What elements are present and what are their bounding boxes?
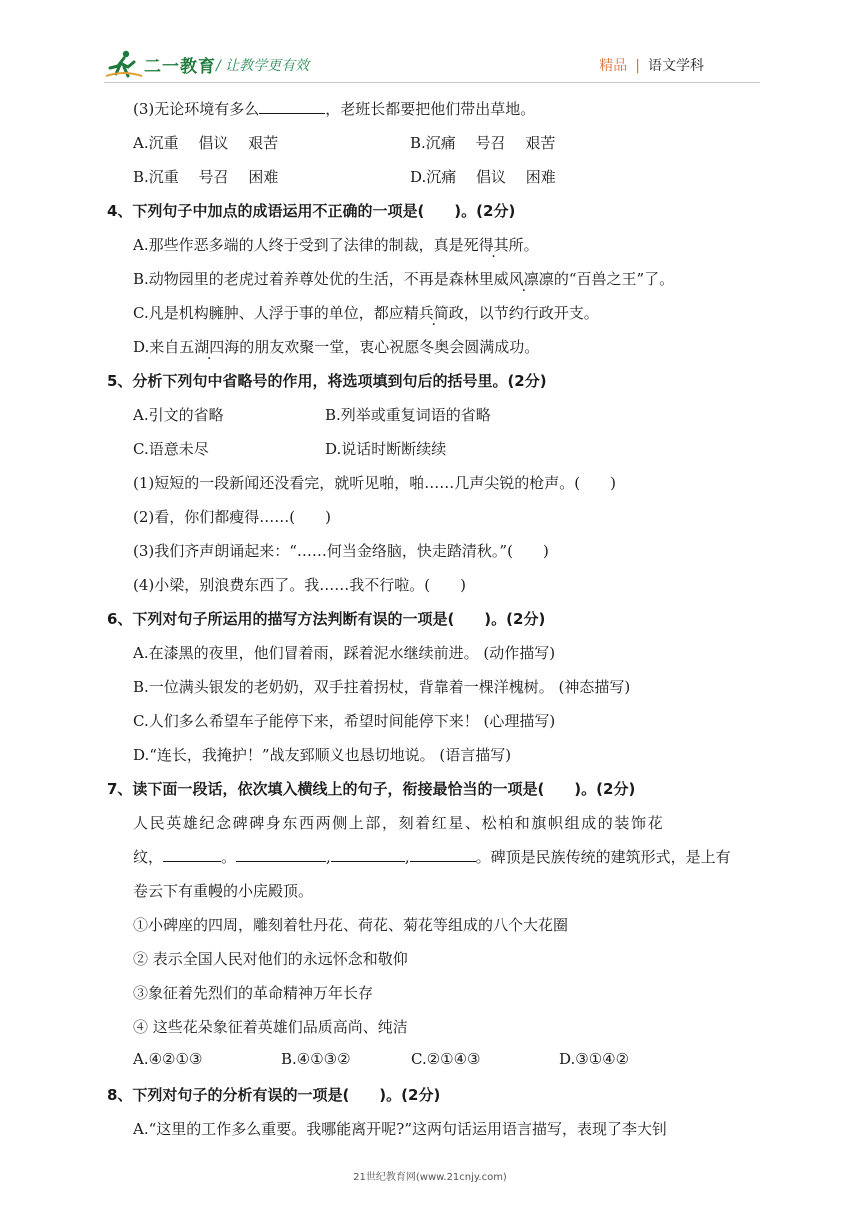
q4-option-b: [133, 268, 674, 289]
q5-option-d: D.说话时断断续续: [325, 440, 447, 458]
subject-label: [599, 55, 704, 75]
answer-blank: [259, 99, 325, 114]
q7-text: ,: [326, 848, 331, 866]
q8-option-a: A.“这里的工作多么重要。我哪能离开呢?”这两句话运用语言描写，表现了李大钊: [133, 1120, 667, 1138]
q4c-dotted-idiom: 精兵简政: [403, 304, 464, 322]
q5-option-c: C.语意未尽: [133, 440, 209, 458]
q4a-text: A.那些作恶多端的人终于受到了法律的制裁，真是: [133, 236, 464, 254]
q3-text: (3)无论环境有多么: [133, 100, 260, 118]
q4b-text-end: 的“百兽之王”了。: [553, 270, 675, 288]
q7-option-a: A.④②①③: [133, 1050, 203, 1068]
q7-option-c: C.②①④③: [411, 1050, 481, 1068]
q7-text: ,: [404, 848, 410, 866]
question-6: 6、下列对句子所运用的描写方法判断有误的一项是( )。(2分): [107, 610, 546, 628]
question-5: 5、分析下列句中省略号的作用，将选项填到句后的括号里。(2分): [107, 372, 547, 390]
q3-option-a: A.沉重 倡议 艰苦: [133, 134, 279, 152]
header-divider: [104, 82, 760, 83]
q7-option-d: D.③①④②: [559, 1050, 630, 1068]
q4d-dotted-idiom: 五湖四海: [179, 338, 240, 356]
q7-option-b: B.④①③②: [281, 1050, 351, 1068]
q5-option-a: A.引文的省略: [133, 406, 224, 424]
q4d-text-end: 的朋友欢聚一堂，衷心祝愿冬奥会圆满成功。: [239, 338, 540, 356]
answer-blank-3: [331, 847, 405, 862]
question-4: 4、下列句子中加点的成语运用不正确的一项是( )。(2分): [107, 202, 516, 220]
q7-sentence-4: ④ 这些花朵象征着英雄们品质高尚、纯洁: [133, 1018, 408, 1036]
q6-option-b: B.一位满头银发的老奶奶，双手拄着拐杖，背靠着一棵洋槐树。 (神态描写): [133, 678, 631, 696]
q7-text-end: 。碑顶是民族传统的建筑形式，是上有: [475, 848, 731, 866]
q5-item-3: (3)我们齐声朗诵起来：“……何当金络脑，快走踏清秋。”( ): [133, 542, 549, 560]
subject-name: 语文学科: [648, 58, 704, 74]
q4b-text: B.动物园里的老虎过着养尊处优的生活，不再是森林里: [133, 270, 494, 288]
q3-option-d: D.沉痛 倡议 困难: [410, 168, 556, 186]
q3-text-end: ，老班长都要把他们带出草地。: [325, 100, 536, 118]
slogan: / 让教学更有效: [216, 58, 310, 74]
q5-item-4: (4)小梁，别浪费东西了。我……我不行啦。( ): [133, 576, 466, 594]
q6-option-a: A.在漆黑的夜里，他们冒着雨，踩着泥水继续前进。 (动作描写): [133, 644, 556, 662]
q5-option-b: B.列举或重复词语的省略: [325, 406, 491, 424]
page-header: [0, 0, 860, 90]
q4-option-d: [133, 336, 539, 357]
q4a-dotted-idiom: 死得其所: [463, 236, 524, 254]
question-7: 7、读下面一段话，依次填入横线上的句子，衔接最恰当的一项是( )。(2分): [107, 780, 636, 798]
answer-blank-4: [410, 847, 476, 862]
q7-sentence-3: ③象征着先烈们的革命精神万年长存: [133, 984, 374, 1002]
q7-passage-line-2: [133, 846, 731, 867]
runner-logo-icon: [104, 50, 144, 78]
q4a-text-end: 。: [523, 236, 539, 254]
question-8: 8、下列对句子的分析有误的一项是( )。(2分): [107, 1086, 441, 1104]
answer-blank-2: [236, 847, 326, 862]
q5-item-1: (1)短短的一段新闻还没看完，就听见啪，啪……几声尖锐的枪声。( ): [133, 474, 616, 492]
page-footer: 21世纪教育网(www.21cnjy.com): [353, 1172, 507, 1183]
q4-option-a: [133, 234, 539, 255]
q7-sentence-1: ①小碑座的四周，雕刻着牡丹花、荷花、菊花等组成的八个大花圈: [133, 916, 569, 934]
q4c-text-end: ，以节约行政开支。: [463, 304, 599, 322]
q7-passage-line-3: 卷云下有重幔的小庑殿顶。: [133, 882, 314, 900]
premium-badge: 精品: [599, 58, 628, 74]
q6-option-c: C.人们多么希望车子能停下来，希望时间能停下来！ (心理描写): [133, 712, 556, 730]
q3-option-b: B.沉痛 号召 艰苦: [410, 134, 556, 152]
q5-item-2: (2)看，你们都瘦得……( ): [133, 508, 331, 526]
q4d-text: D.来自: [133, 338, 180, 356]
q7-passage-line-1: 人民英雄纪念碑碑身东西两侧上部，刻着红星、松柏和旗帜组成的装饰花: [133, 814, 665, 832]
q4c-text: C.凡是机构臃肿、人浮于事的单位，都应: [133, 304, 404, 322]
answer-blank-1: [163, 847, 221, 862]
header-separator: |: [635, 58, 640, 74]
q6-option-d: D.“连长，我掩护！”战友郅顺义也恳切地说。 (语言描写): [133, 746, 512, 764]
q4b-dotted-idiom: 威风凛凛: [493, 270, 554, 288]
q7-sentence-2: ② 表示全国人民对他们的永远怀念和敬仰: [133, 950, 408, 968]
logo-text: 二一教育: [144, 57, 216, 77]
q3-item-3: [133, 98, 535, 119]
q7-text: 。: [221, 848, 237, 866]
logo: [104, 48, 224, 80]
q4-option-c: [133, 302, 599, 323]
q3-option-c: B.沉重 号召 困难: [133, 168, 279, 186]
q7-text: 纹，: [133, 848, 164, 866]
